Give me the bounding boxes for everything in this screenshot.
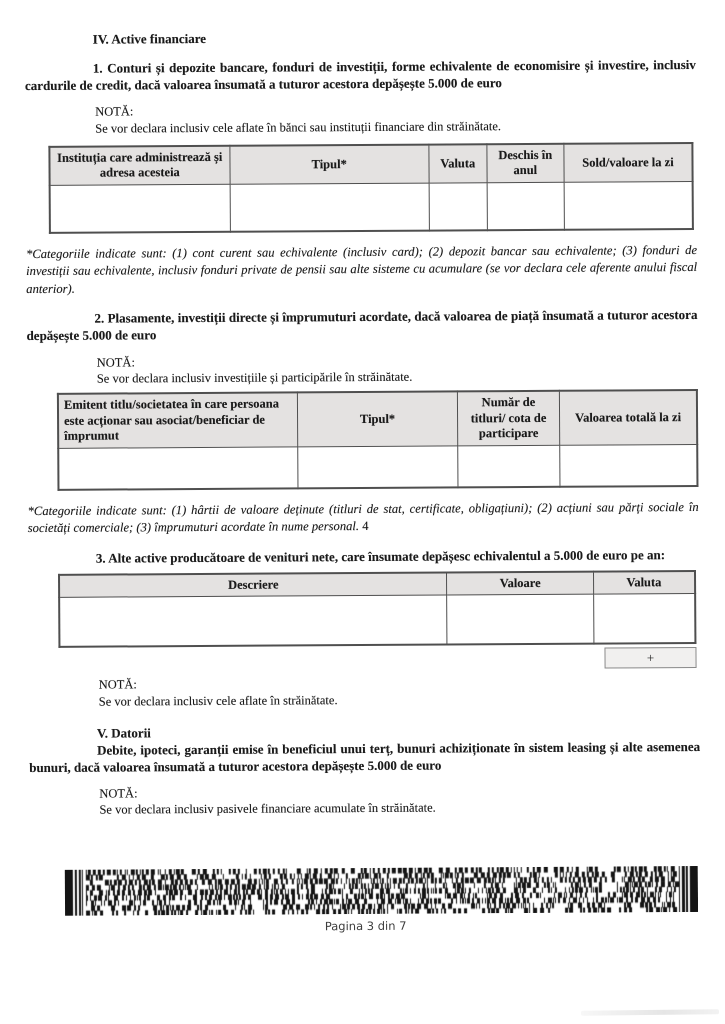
table-cell — [298, 446, 458, 488]
col-balance: Sold/valoare la zi — [564, 143, 693, 183]
table-header-row — [58, 390, 697, 448]
table-header-row — [49, 143, 692, 186]
section-v-heading: V. Datorii — [96, 725, 151, 741]
col-currency: Valuta — [429, 144, 487, 183]
col-type: Tipul* — [229, 144, 429, 184]
col-issuer: Emitent titlu/societatea în care persoana este acționar sau asociat/beneficiar de împrumut — [58, 392, 298, 448]
item3-note — [99, 673, 700, 709]
add-row-button[interactable]: + — [604, 647, 696, 669]
table-cell — [487, 182, 564, 230]
col-opened-year: Deschis în anul — [487, 144, 564, 183]
col-institution: Instituția care administrează și adresa acesteia — [49, 146, 229, 186]
footnote-marker: 4 — [362, 519, 369, 534]
col-description: Descriere — [59, 572, 447, 597]
col-type: Tipul* — [298, 391, 458, 446]
note-text: Se vor declara inclusiv investițiile și participările în străinătate. — [96, 369, 413, 386]
item3-paragraph: 3. Alte active producătoare de venituri nete, care însumate depășesc echivalentul a 5.000 de euro pe an: — [95, 546, 666, 566]
note-label: NOTĂ: — [99, 786, 138, 801]
table-cell — [58, 447, 298, 490]
col-titles-count: Număr de titluri/ cota de participare — [457, 391, 560, 446]
table-cell — [593, 594, 695, 644]
table-cell — [560, 444, 698, 486]
table-cell — [447, 594, 594, 644]
col-value: Valoare — [447, 571, 593, 595]
item2-footnote: *Categoriile indicate sunt: (1) hârtii de valoare deținute (titluri de stat, certificate, obligațiuni); (2) acțiuni sau părți sociale în societăți comerciale; (3) împrumuturi acordate în nume personal. 4 — [27, 499, 699, 536]
table-cell — [59, 595, 447, 647]
table-cell — [429, 183, 487, 231]
item1-paragraph: 1. Conturi și depozite bancare, fonduri de investiții, forme echivalente de economisire și investire, inclusiv cardurile de credit, dacă valoarea însumată a tuturor acestora depășește 5.000 de euro — [24, 56, 696, 94]
table-row — [50, 182, 693, 233]
col-total-value: Valoarea totală la zi — [559, 390, 697, 445]
note-text: Se vor declara inclusiv cele aflate în străinătate. — [98, 692, 338, 709]
table-cell — [50, 184, 230, 233]
investments-table — [57, 389, 699, 491]
table-row — [59, 594, 695, 647]
section-v-paragraph: Debite, ipoteci, garanții emise în beneficiul unui terț, bunuri achiziționate în sistem leasing și alte asemenea bunuri, dacă valoarea însumată a tuturor acestora depășește 5.000 de euro — [29, 738, 701, 776]
note-label: NOTĂ: — [96, 354, 135, 370]
item1-note — [95, 100, 696, 136]
item2-note — [97, 350, 698, 386]
section-v-note — [99, 782, 700, 818]
note-label: NOTĂ: — [95, 104, 134, 119]
barcode — [65, 866, 698, 916]
table-cell — [564, 182, 693, 230]
add-row-container — [28, 647, 696, 672]
item1-footnote: *Categoriile indicate sunt: (1) cont curent sau echivalente (inclusiv card); (2) depozit bancar sau echivalente; (3) fonduri de investiții sau echivalente, inclusiv fonduri private de pensii sau alte sisteme cu acumulare (se vor declara cele aferente anului fiscal anterior). — [26, 243, 698, 296]
other-assets-table — [58, 570, 696, 649]
note-label: NOTĂ: — [98, 677, 137, 693]
col-currency: Valuta — [593, 571, 695, 595]
table-cell — [458, 445, 560, 487]
table-cell — [230, 183, 430, 232]
note-text: Se vor declara inclusiv pasivele financiare acumulate în străinătate. — [99, 801, 436, 818]
table-row — [58, 444, 697, 489]
page-indicator: Pagina 3 din 7 — [324, 918, 407, 934]
section-iv-heading: IV. Active financiare — [92, 30, 207, 47]
item2-paragraph: 2. Plasamente, investiții directe și împrumuturi acordate, dacă valoarea de piață însumată a tuturor acestora depășește 5.000 de euro — [26, 307, 698, 344]
note-text: Se vor declara inclusiv cele aflate în bănci sau instituții financiare din străinătate. — [95, 118, 502, 136]
bank-accounts-table — [48, 142, 694, 234]
